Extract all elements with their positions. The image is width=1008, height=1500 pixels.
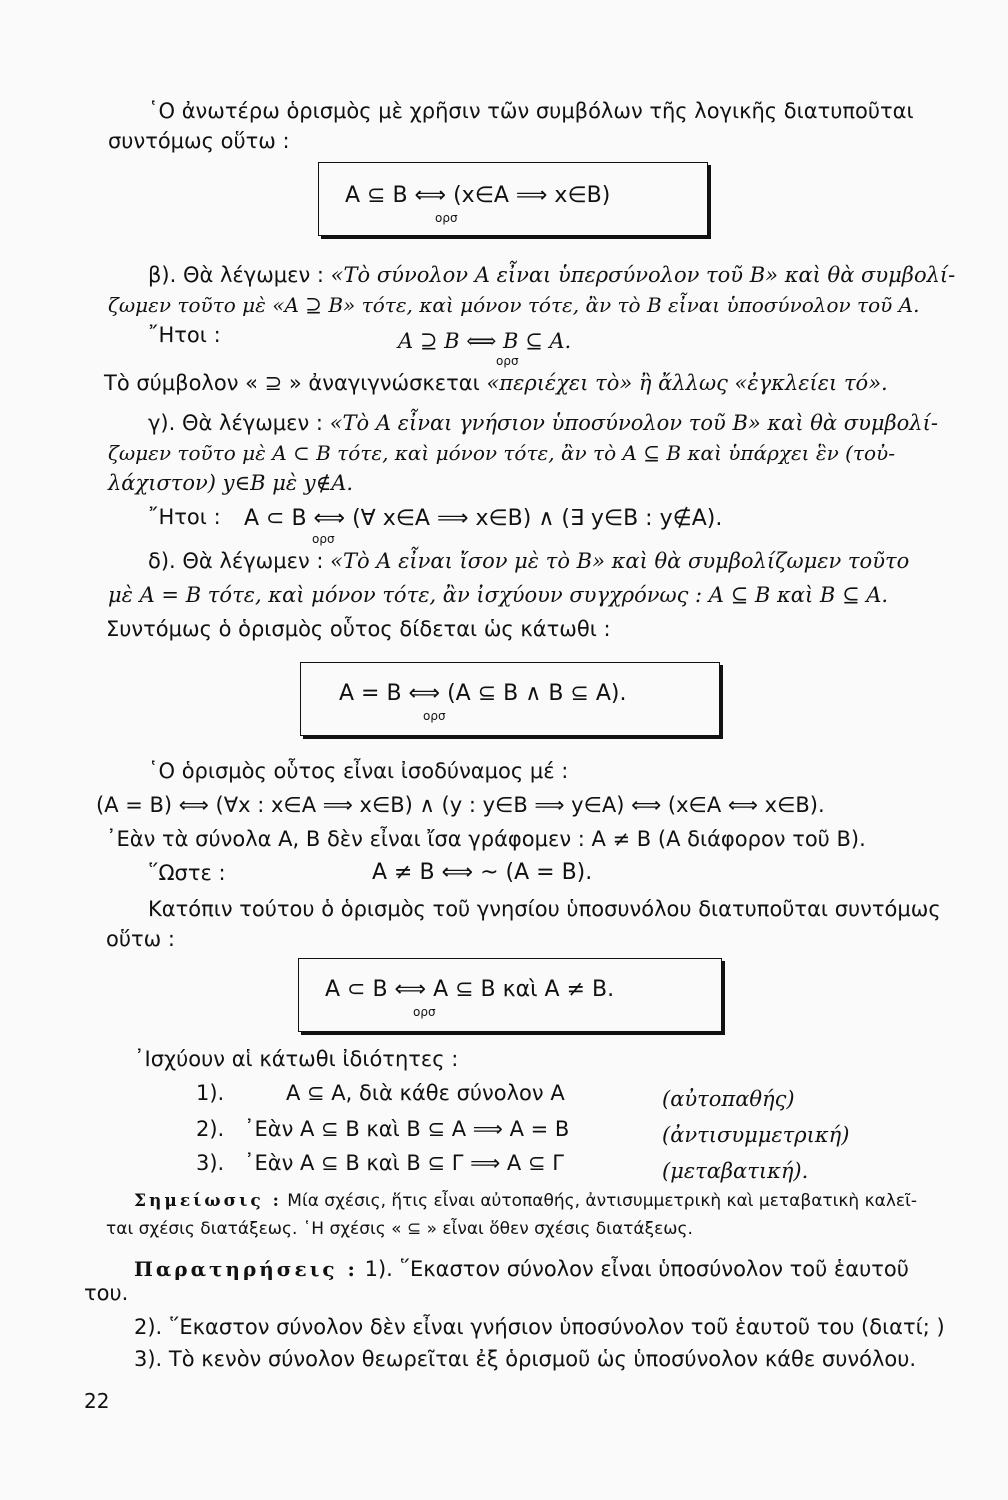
intro-line-2: συντόμως οὕτω :	[108, 129, 290, 153]
neq-line: ᾽Εὰν τὰ σύνολα A, B δὲν εἶναι ἴσα γράφομεν : A ≠ B (A διάφορον τοῦ B).	[106, 827, 866, 851]
delta-prefix: δ). Θὰ λέγωμεν :	[148, 549, 324, 573]
orsa-label: ορσ	[423, 709, 446, 723]
equality-formula: A = B ⟺ (A ⊆ B ∧ B ⊆ A).	[339, 681, 627, 706]
gamma-prefix: γ). Θὰ λέγωμεν :	[148, 411, 324, 435]
definition-box-subset	[318, 162, 708, 236]
orsa-label: ορσ	[312, 532, 335, 546]
gamma-etoi: ῎Ητοι :	[148, 505, 221, 529]
observation-1-cont: του.	[84, 1281, 129, 1305]
delta-line-1	[148, 548, 909, 574]
definition-box-equality	[300, 662, 720, 736]
beta-line-1	[148, 262, 955, 288]
beta-etoi: ῎Ητοι :	[148, 323, 221, 347]
equiv-line-1: ῾Ο ὁρισμὸς οὗτος εἶναι ἰσοδύναμος μέ :	[148, 759, 569, 783]
subset-formula: A ⊆ B ⟺ (x∈A ⟹ x∈B)	[345, 183, 611, 208]
beta-line-2: ζωμεν τοῦτο μὲ «A ⊇ B» τότε, καὶ μόνον τότε, ἂν τὸ B εἶναι ὑποσύνολον τοῦ A.	[108, 293, 920, 317]
observation-3: 3). Τὸ κενὸν σύνολον θεωρεῖται ἐξ ὁρισμοῦ ὡς ὑποσύνολον κάθε συνόλου.	[134, 1347, 917, 1371]
gamma-line-3: λάχιστον) y∈B μὲ y∉A.	[108, 471, 354, 495]
hoste-label: ῞Ωστε :	[148, 861, 226, 885]
delta-line-2: μὲ A = B τότε, καὶ μόνον τότε, ἂν ἰσχύουν συγχρόνως : A ⊆ B καὶ B ⊆ A.	[108, 583, 889, 607]
property-2-num: 2).	[196, 1117, 225, 1141]
note-text-1: Μία σχέσις, ἥτις εἶναι αὐτοπαθής, ἀντισυμμετρικὴ καὶ μεταβατικὴ καλεῖ-	[287, 1191, 917, 1211]
hoste-formula: A ≠ B ⟺ ~ (A = B).	[372, 860, 593, 885]
gamma-line-2: ζωμεν τοῦτο μὲ A ⊂ B τότε, καὶ μόνον τότε, ἂν τὸ A ⊆ B καὶ ὑπάρχει ἓν (τοὐ-	[108, 441, 895, 465]
observations-line-1	[134, 1256, 909, 1282]
property-2-name: (ἀντισυμμετρική)	[662, 1123, 850, 1147]
gamma-italic-1: «Τὸ A εἶναι γνήσιον ὑποσύνολον τοῦ B» καὶ θὰ συμβολί-	[329, 411, 938, 435]
equiv-formula: (A = B) ⟺ (∀x : x∈A ⟹ x∈B) ∧ (y : y∈B ⟹ y∈A) ⟺ (x∈A ⟺ x∈B).	[96, 793, 825, 817]
orsa-label: ορσ	[496, 354, 519, 368]
after-line-1: Κατόπιν τούτου ὁ ὁρισμὸς τοῦ γνησίου ὑποσυνόλου διατυποῦται συντόμως	[148, 897, 941, 921]
orsa-label: ορσ	[413, 1005, 436, 1019]
page-number: 22	[84, 1389, 110, 1413]
note-line-2: ται σχέσις διατάξεως. ῾Η σχέσις « ⊆ » εἶναι ὅθεν σχέσις διατάξεως.	[106, 1219, 693, 1239]
symbol-prefix: Τὸ σύμβολον « ⊇ » ἀναγιγνώσκεται	[104, 371, 480, 395]
proper-subset-formula: A ⊂ B ⟺ (∀ x∈A ⟹ x∈B) ∧ (∃ y∈B : y∉A).	[244, 506, 723, 531]
symbol-italic: «περιέχει τὸ» ἢ ἄλλως «ἐγκλείει τό».	[486, 371, 888, 395]
gamma-line-1	[148, 410, 938, 436]
property-3-num: 3).	[196, 1151, 225, 1175]
property-2-text: ᾽Εὰν A ⊆ B καὶ B ⊆ A ⟹ A = B	[244, 1117, 570, 1141]
property-1-text: A ⊆ A, διὰ κάθε σύνολον A	[286, 1081, 565, 1105]
beta-italic-1: «Τὸ σύνολον A εἶναι ὑπερσύνολον τοῦ B» καὶ θὰ συμβολί-	[330, 263, 956, 287]
intro-line-1: ῾Ο ἀνωτέρω ὁρισμὸς μὲ χρῆσιν τῶν συμβόλων τῆς λογικῆς διατυποῦται	[148, 99, 914, 123]
property-1-num: 1).	[196, 1081, 225, 1105]
symbol-line	[104, 370, 888, 396]
orsa-label: ορσ	[435, 211, 458, 225]
properties-heading: ᾽Ισχύουν αἱ κάτωθι ἰδιότητες :	[134, 1047, 459, 1071]
note-label: Σημείωσις :	[134, 1191, 282, 1211]
delta-summary: Συντόμως ὁ ὁρισμὸς οὗτος δίδεται ὡς κάτωθι :	[106, 617, 611, 641]
property-1-name: (αὐτοπαθής)	[662, 1087, 795, 1111]
after-line-2: οὕτω :	[106, 927, 175, 951]
beta-prefix: β). Θὰ λέγωμεν :	[148, 263, 324, 287]
property-3-text: ᾽Εὰν A ⊆ B καὶ B ⊆ Γ ⟹ A ⊆ Γ	[244, 1151, 564, 1175]
observations-label: Παρατηρήσεις :	[134, 1257, 358, 1281]
superset-formula: A ⊇ B ⟺ B ⊆ A.	[398, 329, 572, 353]
note-line-1	[134, 1188, 917, 1214]
property-3-name: (μεταβατική).	[662, 1159, 809, 1183]
observation-1: 1). ῞Εκαστον σύνολον εἶναι ὑποσύνολον τοῦ ἑαυτοῦ	[364, 1257, 909, 1281]
proper-subset-box-formula: A ⊂ B ⟺ A ⊆ B καὶ A ≠ B.	[325, 977, 615, 1002]
delta-italic-1: «Τὸ A εἶναι ἴσον μὲ τὸ B» καὶ θὰ συμβολίζωμεν τοῦτο	[330, 549, 910, 573]
observation-2: 2). ῞Εκαστον σύνολον δὲν εἶναι γνήσιον ὑποσύνολον τοῦ ἑαυτοῦ του (διατί; )	[134, 1315, 945, 1339]
definition-box-proper-subset	[298, 958, 722, 1032]
